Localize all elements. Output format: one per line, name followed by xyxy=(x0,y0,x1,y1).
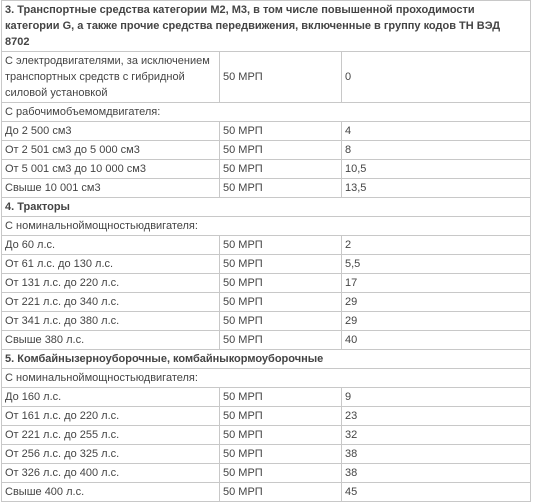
base-value-cell: 50 МРП xyxy=(220,426,342,445)
rate-cell: 17 xyxy=(342,274,531,293)
section-header-row xyxy=(2,1,531,52)
row-label-cell: От 326 л.с. до 400 л.с. xyxy=(2,464,220,483)
rate-cell: 40 xyxy=(342,331,531,350)
rate-cell: 5,5 xyxy=(342,255,531,274)
rate-cell: 38 xyxy=(342,464,531,483)
row-label-cell: От 341 л.с. до 380 л.с. xyxy=(2,312,220,331)
row-label-cell: Свыше 400 л.с. xyxy=(2,483,220,502)
row-label-cell: От 2 501 см3 до 5 000 см3 xyxy=(2,141,220,160)
subheader-label: С рабочимобъемомдвигателя: xyxy=(2,103,531,122)
subheader-row xyxy=(2,103,531,122)
base-value-cell: 50 МРП xyxy=(220,464,342,483)
rate-cell: 9 xyxy=(342,388,531,407)
rate-cell: 8 xyxy=(342,141,531,160)
section-title: 5. Комбайнызерноуборочные, комбайныкормоуборочные xyxy=(2,350,531,369)
rate-cell: 0 xyxy=(342,52,531,103)
base-value-cell: 50 МРП xyxy=(220,312,342,331)
rate-cell: 38 xyxy=(342,445,531,464)
row-label-cell: От 221 л.с. до 255 л.с. xyxy=(2,426,220,445)
table-row xyxy=(2,388,531,407)
table-row xyxy=(2,141,531,160)
rate-cell: 10,5 xyxy=(342,160,531,179)
row-label-cell: От 5 001 см3 до 10 000 см3 xyxy=(2,160,220,179)
rate-cell: 13,5 xyxy=(342,179,531,198)
rate-cell: 45 xyxy=(342,483,531,502)
section-title: 3. Транспортные средства категории М2, М3, в том числе повышенной проходимости категории G, а также прочие средства передвижения, включенные в группу кодов ТН ВЭД 8702 xyxy=(2,1,531,52)
base-value-cell: 50 МРП xyxy=(220,274,342,293)
table-row xyxy=(2,52,531,103)
row-label-cell: От 61 л.с. до 130 л.с. xyxy=(2,255,220,274)
subheader-row xyxy=(2,217,531,236)
table-row xyxy=(2,483,531,502)
section-header-row xyxy=(2,350,531,369)
rate-cell: 29 xyxy=(342,312,531,331)
rate-cell: 2 xyxy=(342,236,531,255)
row-label-cell: До 2 500 см3 xyxy=(2,122,220,141)
base-value-cell: 50 МРП xyxy=(220,52,342,103)
row-label-cell: Свыше 10 001 см3 xyxy=(2,179,220,198)
base-value-cell: 50 МРП xyxy=(220,483,342,502)
subheader-label: С номинальноймощностьюдвигателя: xyxy=(2,369,531,388)
section-title: 4. Тракторы xyxy=(2,198,531,217)
table-row xyxy=(2,293,531,312)
table-row xyxy=(2,122,531,141)
subheader-label: С номинальноймощностьюдвигателя: xyxy=(2,217,531,236)
row-label-cell: До 60 л.с. xyxy=(2,236,220,255)
row-label-cell: От 221 л.с. до 340 л.с. xyxy=(2,293,220,312)
base-value-cell: 50 МРП xyxy=(220,293,342,312)
row-label-cell: От 131 л.с. до 220 л.с. xyxy=(2,274,220,293)
table-row xyxy=(2,160,531,179)
row-label-cell: От 256 л.с. до 325 л.с. xyxy=(2,445,220,464)
subheader-row xyxy=(2,369,531,388)
rates-table xyxy=(1,0,531,502)
table-row xyxy=(2,179,531,198)
base-value-cell: 50 МРП xyxy=(220,388,342,407)
row-label-cell: До 160 л.с. xyxy=(2,388,220,407)
table-row xyxy=(2,426,531,445)
table-row xyxy=(2,445,531,464)
row-label-cell: С электродвигателями, за исключением транспортных средств с гибридной силовой установкой xyxy=(2,52,220,103)
base-value-cell: 50 МРП xyxy=(220,331,342,350)
rate-cell: 29 xyxy=(342,293,531,312)
base-value-cell: 50 МРП xyxy=(220,141,342,160)
section-header-row xyxy=(2,198,531,217)
table-row xyxy=(2,274,531,293)
rate-cell: 32 xyxy=(342,426,531,445)
base-value-cell: 50 МРП xyxy=(220,255,342,274)
table-row xyxy=(2,464,531,483)
rate-cell: 4 xyxy=(342,122,531,141)
base-value-cell: 50 МРП xyxy=(220,160,342,179)
base-value-cell: 50 МРП xyxy=(220,445,342,464)
table-row xyxy=(2,236,531,255)
table-row xyxy=(2,312,531,331)
rate-cell: 23 xyxy=(342,407,531,426)
table-row xyxy=(2,331,531,350)
rates-table-body xyxy=(2,1,531,502)
table-row xyxy=(2,255,531,274)
table-row xyxy=(2,407,531,426)
base-value-cell: 50 МРП xyxy=(220,407,342,426)
base-value-cell: 50 МРП xyxy=(220,236,342,255)
row-label-cell: Свыше 380 л.с. xyxy=(2,331,220,350)
base-value-cell: 50 МРП xyxy=(220,179,342,198)
row-label-cell: От 161 л.с. до 220 л.с. xyxy=(2,407,220,426)
base-value-cell: 50 МРП xyxy=(220,122,342,141)
